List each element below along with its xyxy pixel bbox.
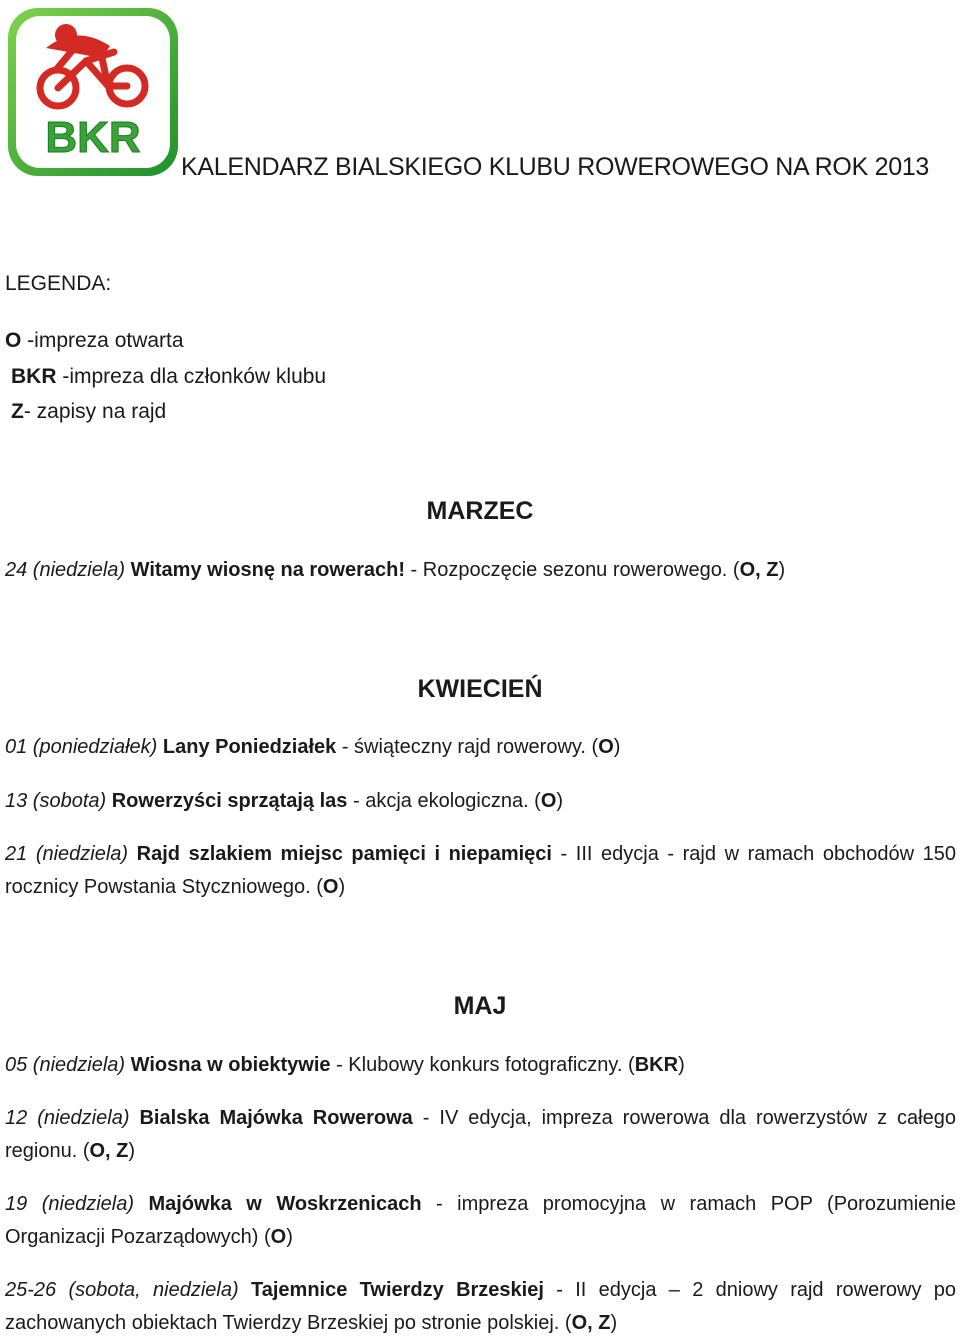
legend-title: LEGENDA: xyxy=(5,272,112,295)
legend-code: BKR xyxy=(11,365,57,388)
event-name: Bialska Majówka Rowerowa xyxy=(139,1107,413,1129)
legend-text: -impreza otwarta xyxy=(21,329,184,352)
event-name: Rajd szlakiem miejsc pamięci i niepamięci xyxy=(136,843,552,865)
legend-item-members xyxy=(11,363,326,391)
event-desc: - świąteczny rajd rowerowy. ( xyxy=(336,736,599,758)
event-end: ) xyxy=(128,1140,136,1162)
event-name: Lany Poniedziałek xyxy=(162,736,337,758)
month-heading-april: KWIECIEŃ xyxy=(417,675,543,703)
event-tags: BKR xyxy=(634,1054,679,1076)
event-end: ) xyxy=(610,1312,618,1334)
event-day: 25-26 (sobota, niedziela) xyxy=(5,1279,239,1301)
document-title: KALENDARZ BIALSKIEGO KLUBU ROWEROWEGO NA ROK 2013 xyxy=(181,153,930,181)
event-tags: O xyxy=(540,790,557,812)
event-name: Tajemnice Twierdzy Brzeskiej xyxy=(251,1279,544,1301)
event-entry xyxy=(5,731,956,764)
event-entry xyxy=(5,1049,956,1082)
event-entry xyxy=(5,1102,956,1168)
event-end: ) xyxy=(286,1226,293,1248)
event-desc: - Klubowy konkurs fotograficzny. ( xyxy=(330,1054,635,1076)
event-entry xyxy=(5,785,956,818)
event-day: 21 (niedziela) xyxy=(5,843,129,865)
event-end: ) xyxy=(556,790,564,812)
event-desc: - IV edycja, impreza rowerowa dla rowerzystów z całego regionu. ( xyxy=(5,1107,956,1162)
event-day: 05 (niedziela) xyxy=(5,1054,126,1076)
cyclist-logo-icon xyxy=(6,6,180,178)
legend-code: Z xyxy=(11,400,24,423)
legend-code: O xyxy=(5,329,22,352)
event-day: 01 (poniedziałek) xyxy=(5,736,158,758)
event-name: Majówka w Woskrzenicach xyxy=(148,1193,422,1215)
event-entry xyxy=(5,1188,956,1254)
legend-item-signup xyxy=(11,398,166,426)
event-desc: - akcja ekologiczna. ( xyxy=(347,790,541,812)
event-tags: O xyxy=(270,1226,287,1248)
event-day: 19 (niedziela) xyxy=(5,1193,134,1215)
event-name: Witamy wiosnę na rowerach! xyxy=(130,559,405,581)
event-desc: - Rozpoczęcie sezonu rowerowego. ( xyxy=(404,559,740,581)
month-heading-may: MAJ xyxy=(453,992,507,1020)
logo-text: BKR xyxy=(45,113,141,162)
event-desc: - II edycja – 2 dniowy rajd rowerowy po zachowanych obiektach Twierdzy Brzeskiej po stronie polskiej. ( xyxy=(5,1279,957,1334)
event-name: Rowerzyści sprzątają las xyxy=(111,790,348,812)
event-day: 12 (niedziela) xyxy=(5,1107,130,1129)
legend-text: - zapisy na rajd xyxy=(23,400,167,423)
event-desc: - III edycja - rajd w ramach obchodów 150 rocznicy Powstania Styczniowego. ( xyxy=(5,843,956,898)
event-entry xyxy=(5,838,956,904)
month-heading-march: MARZEC xyxy=(426,497,534,525)
event-day: 13 (sobota) xyxy=(5,790,107,812)
event-entry xyxy=(5,554,956,587)
event-entry xyxy=(5,1274,956,1340)
event-day: 24 (niedziela) xyxy=(5,559,126,581)
event-desc: - impreza promocyjna w ramach POP (Porozumienie Organizacji Pozarządowych) ( xyxy=(5,1193,956,1248)
event-end: ) xyxy=(613,736,621,758)
event-end: ) xyxy=(338,876,346,898)
event-tags: O xyxy=(322,876,339,898)
event-tags: O, Z xyxy=(571,1312,611,1334)
event-tags: O, Z xyxy=(89,1140,129,1162)
event-tags: O, Z xyxy=(739,559,779,581)
legend-item-open xyxy=(5,327,184,355)
event-name: Wiosna w obiektywie xyxy=(130,1054,331,1076)
event-end: ) xyxy=(678,1054,685,1076)
event-tags: O xyxy=(598,736,614,758)
event-end: ) xyxy=(778,559,786,581)
legend-text: -impreza dla członków klubu xyxy=(56,365,327,388)
bkr-logo xyxy=(6,6,180,178)
